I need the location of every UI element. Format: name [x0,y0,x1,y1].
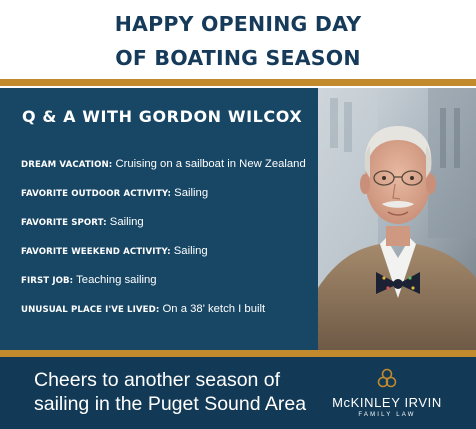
qa-label: FAVORITE WEEKEND ACTIVITY: [21,247,171,257]
logo-name: McKINLEY IRVIN [332,395,442,410]
qa-item-sport [21,216,144,228]
headline-banner [0,0,476,78]
qa-label: DREAM VACATION: [21,160,113,170]
interlocking-rings-icon [322,365,452,395]
headline-line-2: OF BOATING SEASON [115,46,361,70]
portrait-photo [318,88,476,350]
qa-value: Sailing [170,245,208,257]
footer-banner [0,357,476,429]
headline-line-1: HAPPY OPENING DAY [114,12,362,36]
portrait-illustration [318,88,476,350]
qa-label: FIRST JOB: [21,276,74,286]
qa-value: On a 38' ketch I built [159,303,266,315]
company-logo [322,365,452,423]
qa-item-weekend-activity [21,245,208,257]
qa-item-dream-vacation [21,158,306,170]
qa-item-outdoor-activity [21,187,208,199]
logo-subtitle: FAMILY LAW [358,412,416,418]
gold-divider-top [0,79,476,86]
qa-value: Sailing [106,216,144,228]
footer-tagline [34,368,306,416]
qa-value: Teaching sailing [73,274,157,286]
qa-item-first-job [21,274,157,286]
qa-panel [0,88,318,350]
qa-item-unusual-place [21,303,265,315]
qa-label: FAVORITE SPORT: [21,218,107,228]
qa-title: Q & A WITH GORDON WILCOX [22,107,303,126]
qa-label: UNUSUAL PLACE I'VE LIVED: [21,305,160,315]
tagline-line-2: sailing in the Puget Sound Area [34,393,307,415]
gold-divider-bottom [0,350,476,357]
tagline-line-1: Cheers to another season of [34,369,281,391]
qa-value: Sailing [171,187,209,199]
qa-value: Cruising on a sailboat in New Zealand [112,158,306,170]
qa-label: FAVORITE OUTDOOR ACTIVITY: [21,189,172,199]
